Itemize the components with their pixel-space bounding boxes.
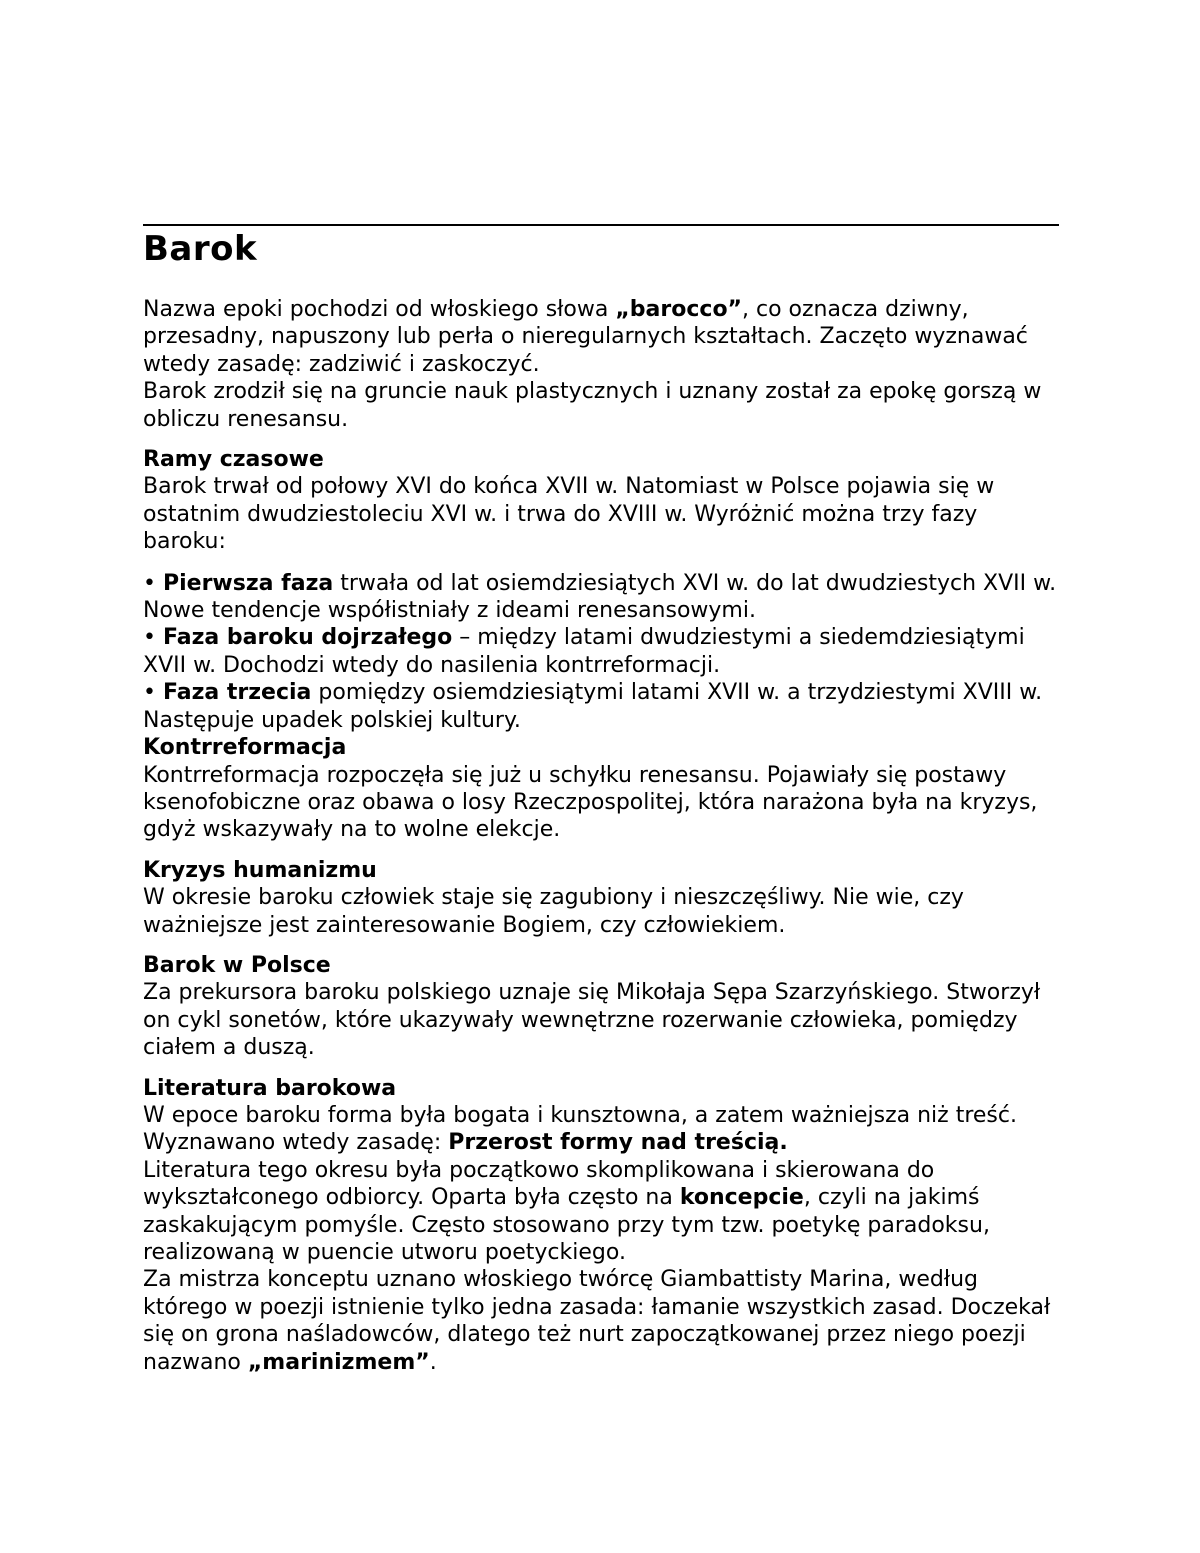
section-text: [143, 1102, 1059, 1157]
section-heading: Kryzys humanizmu: [143, 857, 377, 883]
list-item-text: trwała od lat osiemdziesiątych XVI w. do lat dwudziestych XVII w. Nowe tendencje współistniały z ideami renesansowymi.: [143, 570, 1057, 624]
intro-paragraph: [143, 296, 1059, 378]
intro-term: „barocco”: [615, 297, 743, 322]
bullet-icon: •: [143, 680, 163, 706]
section-text: Za prekursora baroku polskiego uznaje się Mikołaja Sępa Szarzyńskiego. Stworzył on cykl sonetów, które ukazywały wewnętrzne rozerwanie człowieka, pomiędzy ciałem a duszą.: [143, 980, 1041, 1061]
list-item-text: – między latami dwudziestymi a siedemdziesiątymi XVII w. Dochodzi wtedy do nasilenia kontrreformacji.: [143, 625, 1025, 678]
intro-paragraph-2: Barok zrodził się na gruncie nauk plastycznych i uznany został za epokę gorszą w obliczu renesansu.: [143, 379, 1042, 432]
list-item: [143, 624, 1059, 679]
list-item-term: Pierwsza faza: [162, 570, 334, 596]
section-heading: Kontrreformacja: [143, 735, 347, 761]
list-item-text: pomiędzy osiemdziesiątymi latami XVII w. a trzydziestymi XVIII w. Następuje upadek polskiej kultury.: [143, 680, 1043, 733]
section-kontrreformacja: [143, 734, 1059, 844]
section-text: W okresie baroku człowiek staje się zagubiony i nieszczęśliwy. Nie wie, czy ważniejsze jest zainteresowanie Bogiem, czy człowiekiem.: [143, 885, 964, 938]
bullet-icon: •: [143, 625, 163, 651]
section-heading: Ramy czasowe: [143, 447, 324, 473]
text-run: Literatura tego okresu była początkowo skomplikowana i skierowana do wykształconego odbiorcy. Oparta była często na: [143, 1157, 935, 1211]
document-page: [143, 224, 1059, 1376]
section-ramy: [143, 446, 1059, 734]
document-title: Barok: [143, 229, 258, 269]
list-item: [143, 679, 1059, 734]
section-heading: Barok w Polsce: [143, 952, 331, 978]
bold-run: „marinizmem”: [247, 1349, 430, 1375]
intro-text-cont: , co oznacza dziwny, przesadny, napuszony lub perła o nieregularnych kształtach. Zaczęto wyznawać wtedy zasadę: zadziwić i zaskoczyć.: [143, 297, 1028, 377]
text-run: .: [429, 1349, 437, 1375]
list-item: [143, 570, 1059, 625]
text-run: W epoce baroku forma była bogata i kunsztowna, a zatem ważniejsza niż treść. Wyznawano wtedy zasadę:: [143, 1102, 1017, 1156]
bold-run: koncepcie: [679, 1185, 804, 1211]
bold-run: Przerost formy nad treścią.: [448, 1130, 788, 1156]
text-run: , czyli na jakimś zaskakującym pomyśle. Często stosowano przy tym tzw. poetykę paradoksu, realizowaną w puencie utworu poetyckiego.: [143, 1185, 990, 1265]
bullet-icon: •: [143, 570, 163, 596]
section-literatura: [143, 1075, 1059, 1376]
section-polska: [143, 952, 1059, 1062]
section-text: Kontrreformacja rozpoczęła się już u schyłku renesansu. Pojawiały się postawy ksenofobiczne oraz obawa o losy Rzeczpospolitej, która narażona była na kryzys, gdyż wskazywały na to wolne elekcje.: [143, 762, 1038, 843]
list-item-term: Faza trzecia: [162, 680, 312, 706]
list-item-term: Faza baroku dojrzałego: [162, 625, 453, 651]
intro-text: Nazwa epoki pochodzi od włoskiego słowa: [143, 297, 616, 322]
section-kryzys: [143, 857, 1059, 939]
section-heading: Literatura barokowa: [143, 1075, 397, 1101]
text-run: Za mistrza konceptu uznano włoskiego twórcę Giambattisty Marina, według którego w poezji istnienie tylko jedna zasada: łamanie wszystkich zasad. Doczekał się on grona naśladowców, dlatego też nurt zapoczątkowanej przez niego poezji nazwano: [143, 1267, 1051, 1375]
section-text: Barok trwał od połowy XVI do końca XVII w. Natomiast w Polsce pojawia się w ostatnim dwudziestoleciu XVI w. i trwa do XVIII w. Wyróżnić można trzy fazy baroku:: [143, 474, 995, 555]
section-text: [143, 1266, 1059, 1376]
title-rule: [143, 224, 1059, 226]
section-text: [143, 1157, 1059, 1267]
